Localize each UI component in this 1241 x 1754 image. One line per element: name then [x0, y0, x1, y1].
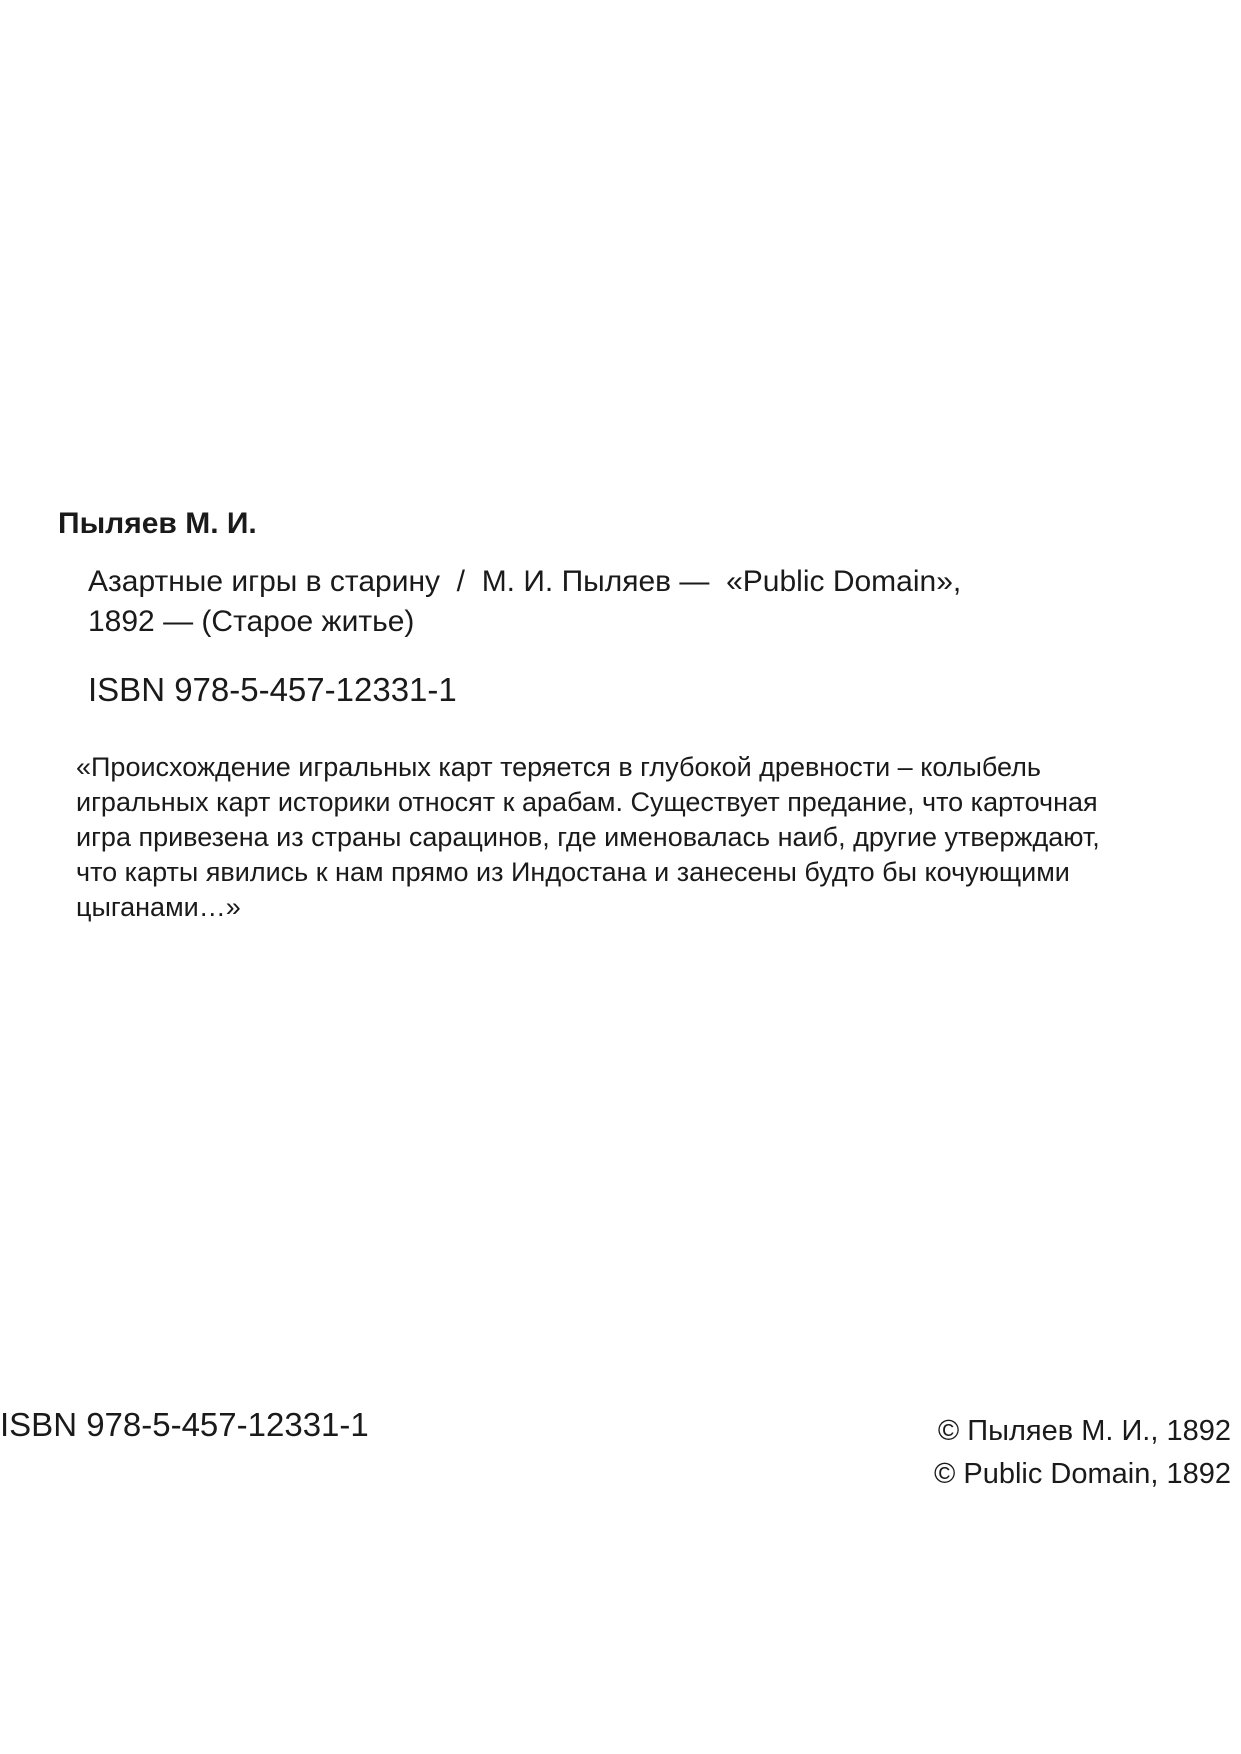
copyright-publisher-notice: © Public Domain, 1892: [933, 1458, 1231, 1490]
isbn-footer: ISBN 978-5-457-12331-1: [0, 1406, 369, 1443]
copyright-author-notice: © Пыляев М. И., 1892: [937, 1415, 1231, 1447]
annotation-line: игра привезена из страны сарацинов, где именовалась наиб, другие утверждают,: [76, 822, 1100, 852]
author-heading: Пыляев М. И.: [58, 507, 257, 540]
isbn-number: ISBN 978-5-457-12331-1: [88, 671, 457, 708]
annotation-line: цыганами…»: [76, 892, 241, 922]
annotation-line: игральных карт историки относят к арабам. Существует предание, что карточная: [76, 787, 1098, 817]
annotation-line: «Происхождение игральных карт теряется в глубокой древности – колыбель: [76, 752, 1041, 782]
annotation-text: [76, 750, 1216, 925]
bibliographic-line: Азартные игры в старину / М. И. Пыляев — «Public Domain»,: [88, 565, 962, 598]
copyright-block: [934, 1410, 1231, 1496]
bibliographic-record: [88, 562, 1088, 642]
bibliographic-line: 1892 — (Старое житье): [88, 605, 415, 638]
annotation-line: что карты явились к нам прямо из Индостана и занесены будто бы кочующими: [76, 857, 1070, 887]
